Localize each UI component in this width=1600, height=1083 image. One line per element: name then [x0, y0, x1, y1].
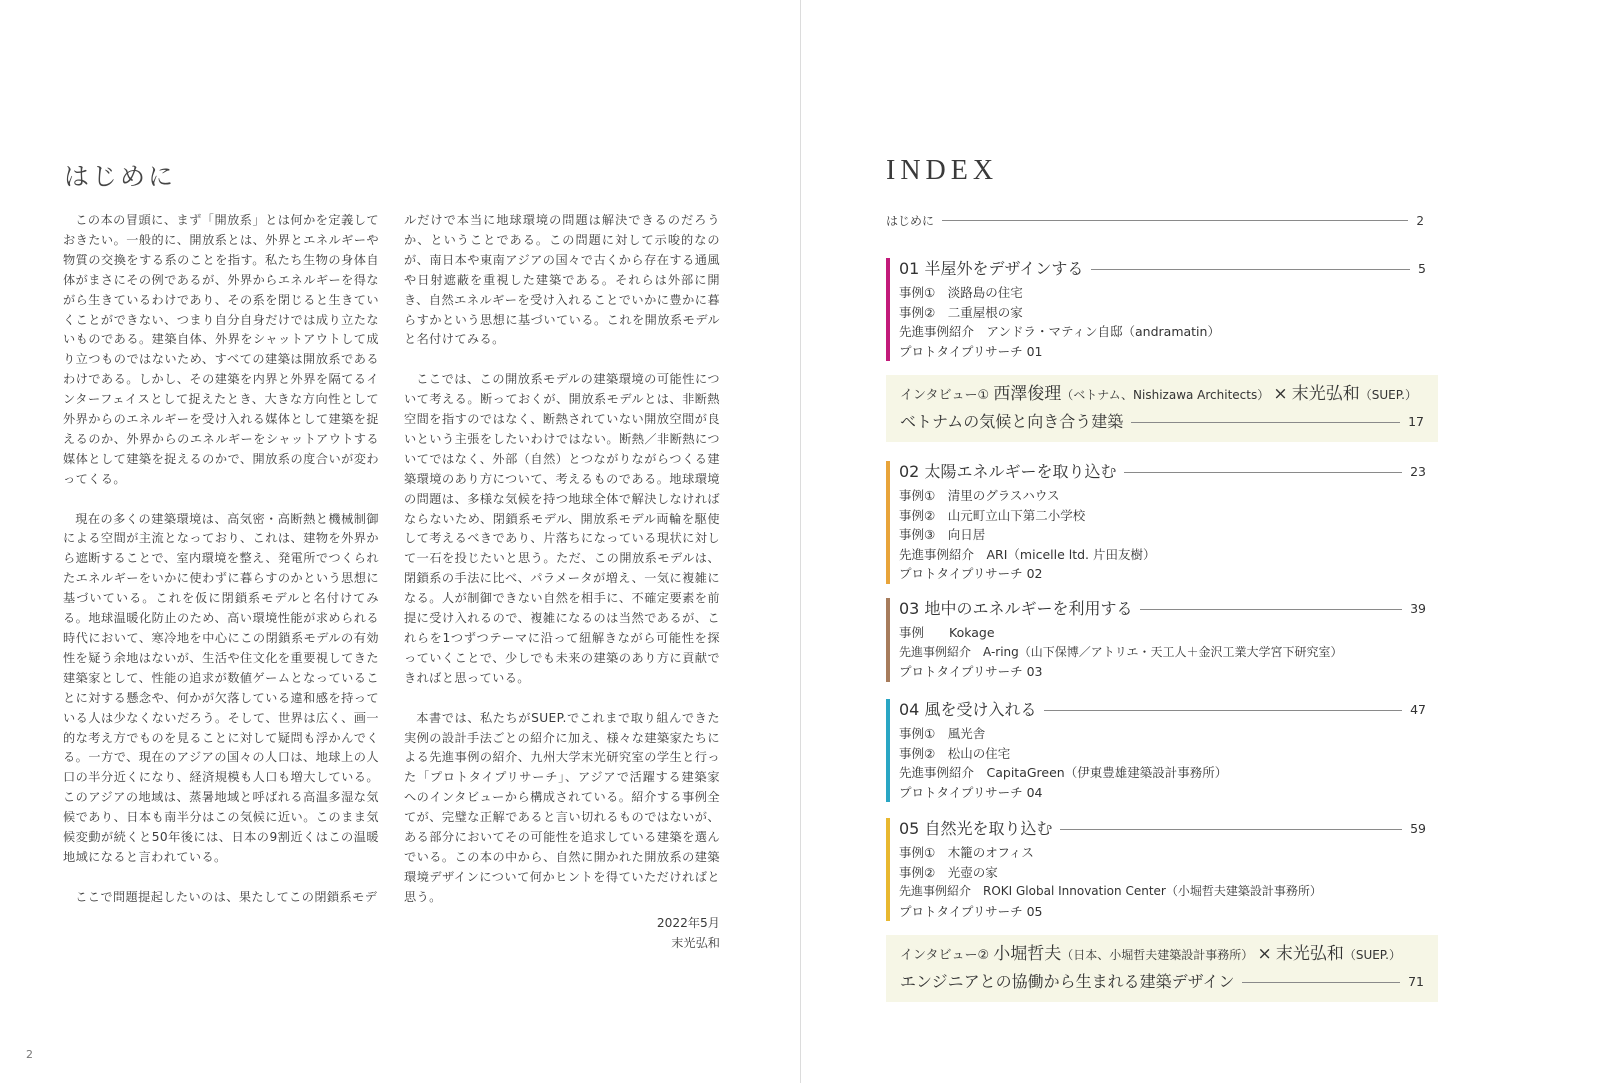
toc-section-04 — [886, 699, 1426, 802]
leader-line — [1060, 829, 1402, 830]
signature-block — [657, 913, 720, 953]
toc-item[interactable]: プロトタイプリサーチ 04 — [899, 784, 1043, 800]
toc-item[interactable]: 先進事例紹介 ROKI Global Innovation Center（小堀哲夫建築設計事務所） — [899, 884, 1322, 898]
section-title: 02 太陽エネルギーを取り込む — [899, 462, 1117, 481]
page-gutter — [800, 0, 801, 1083]
section-heading[interactable] — [899, 598, 1426, 620]
toc-item[interactable]: 事例 Kokage — [899, 625, 995, 640]
section-heading[interactable] — [899, 258, 1426, 280]
leader-line — [1131, 422, 1400, 423]
interview-title-row — [900, 409, 1424, 435]
cross-mark: × — [1273, 384, 1288, 404]
section-title: 05 自然光を取り込む — [899, 819, 1053, 838]
interview-header — [900, 941, 1424, 969]
leader-line — [1140, 609, 1402, 610]
toc-item[interactable]: 事例① 淡路島の住宅 — [899, 285, 1023, 300]
interview-label: インタビュー① — [900, 388, 990, 403]
toc-item[interactable]: 先進事例紹介 CapitaGreen（伊東豊雄建築設計事務所） — [899, 765, 1228, 780]
toc-item[interactable]: プロトタイプリサーチ 02 — [899, 566, 1043, 581]
interviewee-affiliation: （日本、小堀哲夫建築設計事務所） — [1061, 948, 1254, 962]
toc-page: 2 — [1416, 213, 1424, 228]
leader-line — [1124, 472, 1402, 473]
page-number: 2 — [26, 1048, 33, 1061]
toc-item[interactable]: 事例② 松山の住宅 — [899, 745, 1011, 761]
paragraph: ルだけで本当に地球環境の問題は解決できるのだろうか、ということである。この問題に対して示唆的なのが、南日本や東南アジアの国々で古くから存在する通風や日射遮蔽を重視した建築である。それらは外部に開き、自然エネルギーを受け入れることでいかに豊かに暮らすかという思想に基づいている。これを開放系モデルと名付けてみる。 — [404, 213, 720, 347]
section-page: 23 — [1410, 464, 1426, 479]
interview-2[interactable] — [886, 935, 1438, 1002]
section-title: 01 半屋外をデザインする — [899, 259, 1084, 278]
interview-subtitle: ベトナムの気候と向き合う建築 — [900, 412, 1124, 431]
paragraph: ここでは、この開放系モデルの建築環境の可能性について考える。断っておくが、開放系モデルとは、非断熱空間を指すのではなく、断熱されていない開放空間が良いという主張をしたいわけではない。断熱／非断熱についてではなく、外部（自然）とつながりながらつくる建築環境のあり方について、考えるものである。地球環境の問題は、多様な気候を持つ地球全体で解決しなければならないため、閉鎖系モデル、開放系モデル両輪を駆使して考えるべきであり、片落ちになっている現状に対して一石を投じたいと思う。ただ、この開放系モデルは、閉鎖系の手法に比べ、パラメータが増え、一気に複雑になる。人が制御できない自然を相手に、不確定要素を前提に受け入れるので、複雑になるのは当然であるが、これらを1つずつテーマに沿って紐解きながら可能性を探っていくことで、少しでも未来の建築のあり方に貢献できればと思っている。 — [404, 372, 720, 685]
interviewee-name: 西澤俊理 — [993, 384, 1062, 404]
interviewee-affiliation: （ベトナム、Nishizawa Architects） — [1061, 388, 1270, 402]
interviewer-affiliation: （SUEP.） — [1343, 948, 1401, 962]
cross-mark: × — [1257, 944, 1272, 964]
interview-1[interactable] — [886, 375, 1438, 442]
interview-page: 17 — [1408, 414, 1424, 429]
toc-item[interactable]: 先進事例紹介 アンドラ・マティン自邸（andramatin） — [899, 324, 1220, 339]
paragraph: ここで問題提起したいのは、果たしてこの閉鎖系モデ — [75, 889, 378, 904]
paragraph: 現在の多くの建築環境は、高気密・高断熱と機械制御による空間が主流となっており、これは、建物を外界から遮断することで、室内環境を整え、発電所でつくられたエネルギーをいかに使わずに暮らすのかという思想に基づいている。これを仮に閉鎖系モデルと名付けてみる。地球温暖化防止のため、高い環境性能が求められる時代において、寒冷地を中心にこの閉鎖系モデルの有効性を疑う余地はないが、生活や住文化を重要視してきた建築家として、性能の追求が数値ゲームとなっていることに対する懸念や、何かが欠落している違和感を持っている人は少なくないだろう。そして、世界は広く、画一的な考え方でものを見ることに対して疑問も浮かんでくる。一方で、現在のアジアの国々の人口は、地球上の人口の半分近くになり、経済規模も人口も増大している。このアジアの地域は、蒸暑地域と呼ばれる高温多湿な気候であり、日本も南半分はこの気候に近い。このまま気候変動が続くと50年後には、日本の9割近くはこの温暖地域になると言われている。 — [63, 511, 379, 864]
toc-section-03 — [886, 598, 1426, 682]
toc-item[interactable]: 事例③ 向日居 — [899, 527, 986, 542]
toc-item[interactable]: プロトタイプリサーチ 01 — [899, 343, 1043, 359]
interview-title-row — [900, 969, 1424, 995]
section-title: 03 地中のエネルギーを利用する — [899, 599, 1133, 618]
interview-page: 71 — [1408, 974, 1424, 989]
interview-subtitle: エンジニアとの協働から生まれる建築デザイン — [900, 972, 1235, 991]
section-heading[interactable] — [899, 699, 1426, 721]
toc-item[interactable]: 事例① 清里のグラスハウス — [899, 488, 1060, 503]
toc-section-05 — [886, 818, 1426, 921]
author: 末光弘和 — [671, 936, 720, 950]
interviewer-affiliation: （SUEP.） — [1359, 388, 1417, 402]
interview-header — [900, 381, 1424, 409]
page-title: はじめに — [64, 162, 177, 191]
interview-label: インタビュー② — [900, 948, 990, 963]
section-page: 59 — [1410, 821, 1426, 836]
leader-line — [1091, 269, 1410, 270]
index-title: INDEX — [886, 155, 999, 186]
leader-line — [1242, 982, 1400, 983]
section-page: 47 — [1410, 702, 1426, 717]
toc-item[interactable]: 事例① 木籠のオフィス — [899, 845, 1034, 860]
toc-item[interactable]: 事例② 山元町立山下第二小学校 — [899, 507, 1086, 523]
interviewer-name: 末光弘和 — [1291, 384, 1360, 404]
toc-label: はじめに — [886, 214, 935, 228]
toc-section-01 — [886, 258, 1426, 361]
date: 2022年5月 — [656, 916, 720, 930]
text-column-2 — [404, 211, 720, 928]
paragraph: 本書では、私たちがSUEP.でこれまで取り組んできた実例の設計手法ごとの紹介に加え、様々な建築家たちによる先進事例の紹介、九州大学末光研究室の学生と行った「プロトタイプリサーチ」、アジアで活躍する建築家へのインタビューから構成されている。紹介する事例全てが、完璧な正解であると言い切れるものではないが、ある部分においてその可能性を追求している建築を選んでいる。この本の中から、自然に開かれた開放系の建築環境デザインについて何かヒントを得ていただければと思う。 — [404, 710, 720, 904]
section-heading[interactable] — [899, 818, 1426, 840]
leader-line — [1044, 710, 1402, 711]
toc-section-02 — [886, 461, 1426, 584]
section-title: 04 風を受け入れる — [899, 700, 1037, 719]
interviewer-name: 末光弘和 — [1275, 944, 1344, 964]
toc-item[interactable]: 事例② 二重屋根の家 — [899, 304, 1023, 320]
section-page: 5 — [1418, 261, 1426, 276]
toc-item[interactable]: 事例① 風光舎 — [899, 726, 986, 741]
toc-item[interactable]: 事例② 光壺の家 — [899, 864, 998, 880]
toc-item[interactable]: プロトタイプリサーチ 05 — [899, 903, 1043, 919]
toc-item[interactable]: プロトタイプリサーチ 03 — [899, 664, 1043, 679]
paragraph: この本の冒頭に、まず「開放系」とは何かを定義しておきたい。一般的に、開放系とは、外界とエネルギーや物質の交換をする系のことを指す。私たち生物の身体自体がまさにその例であるが、外界からエネルギーを得ながら生きているわけであり、その系を閉じると生きていくことができない、つまり自分自身だけでは成り立たないものである。建築自体、外界をシャットアウトして成り立つものではないため、すべての建築は開放系であるわけである。しかし、その建築を内界と外界を隔てるインターフェイスとして捉えたとき、大きな方向性として外界からのエネルギーを受け入れる媒体として建築を捉えるのか、外界からのエネルギーをシャットアウトする媒体として建築を捉えるのかで、開放系の度合いが変わってくる。 — [63, 213, 379, 486]
text-column-1 — [63, 211, 379, 928]
section-heading[interactable] — [899, 461, 1426, 483]
section-page: 39 — [1410, 601, 1426, 616]
toc-entry-hajimeni[interactable] — [886, 212, 1424, 229]
interviewee-name: 小堀哲夫 — [993, 944, 1062, 964]
toc-item[interactable]: 先進事例紹介 A-ring（山下保博／アトリエ・天工人＋金沢工業大学宮下研究室） — [899, 644, 1343, 659]
toc-item[interactable]: 先進事例紹介 ARI（micelle ltd. 片田友樹） — [899, 546, 1156, 562]
leader-line — [942, 220, 1408, 221]
